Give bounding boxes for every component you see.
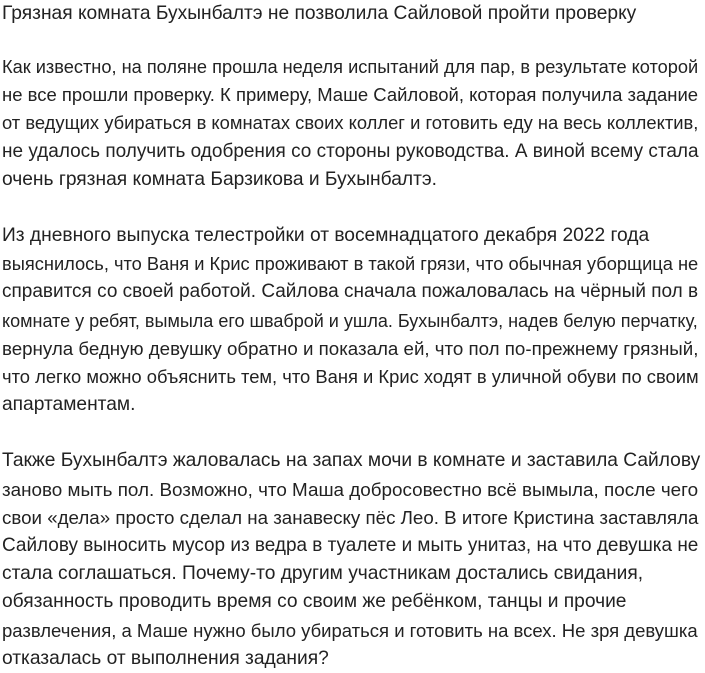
- text-line: Сайлову выносить мусор из ведра в туалете и мыть унитаз, на что девушка не: [2, 535, 699, 557]
- article-paragraph-2: [2, 222, 702, 419]
- article-paragraph-3: [2, 447, 702, 673]
- text-line: обязанность проводить время со своим же ребёнком, танцы и прочие: [2, 591, 627, 613]
- text-line: Также Бухынбалтэ жаловалась на запах мочи в комнате и заставила Сайлову: [2, 450, 701, 472]
- text-line: комнате у ребят, вымыла его шваброй и ушла. Бухынбалтэ, надев белую перчатку,: [2, 310, 698, 331]
- text-line: стала соглашаться. Почему-то другим участникам достались свидания,: [2, 563, 644, 585]
- text-line: апартаментам.: [2, 394, 136, 416]
- text-line: выяснилось, что Ваня и Крис проживают в такой грязи, что обычная уборщица не: [2, 253, 699, 275]
- text-line: свои «дела» просто сделал на занавеску пёс Лео. В итоге Кристина заставляла: [2, 506, 699, 528]
- text-line: Как известно, на поляне прошла неделя испытаний для пар, в результате которой: [2, 57, 699, 77]
- text-line: отказалась от выполнения задания?: [2, 647, 329, 669]
- text-line: что легко можно объяснить тем, что Ваня и Крис ходят в уличной обуви по своим: [2, 366, 699, 388]
- text-line: не удалось получить одобрения со стороны руководства. А виной всему стала: [2, 140, 699, 162]
- text-line: очень грязная комната Барзикова и Бухынбалтэ.: [2, 168, 437, 190]
- text-line: справится со своей работой. Сайлова сначала пожаловалась на чёрный пол в: [2, 281, 699, 303]
- article: [2, 0, 702, 673]
- text-line: не все прошли проверку. К примеру, Маше Сайловой, которая получила задание: [2, 84, 699, 106]
- text-line: заново мыть пол. Возможно, что Маша добросовестно всё вымыла, после чего: [2, 478, 699, 500]
- text-line: вернула бедную девушку обратно и показала ей, что пол по-прежнему грязный,: [2, 337, 699, 359]
- article-title: Грязная комната Бухынбалтэ не позволила Сайловой пройти проверку: [2, 3, 637, 24]
- text-line: Из дневного выпуска телестройки от восемнадцатого декабря 2022 года: [2, 225, 650, 247]
- article-paragraph-1: [2, 53, 702, 194]
- text-line: развлечения, а Маше нужно было убираться и готовить на всех. Не зря девушка: [2, 619, 698, 641]
- text-line: от ведущих убираться в комнатах своих коллег и готовить еду на весь коллектив,: [2, 112, 699, 134]
